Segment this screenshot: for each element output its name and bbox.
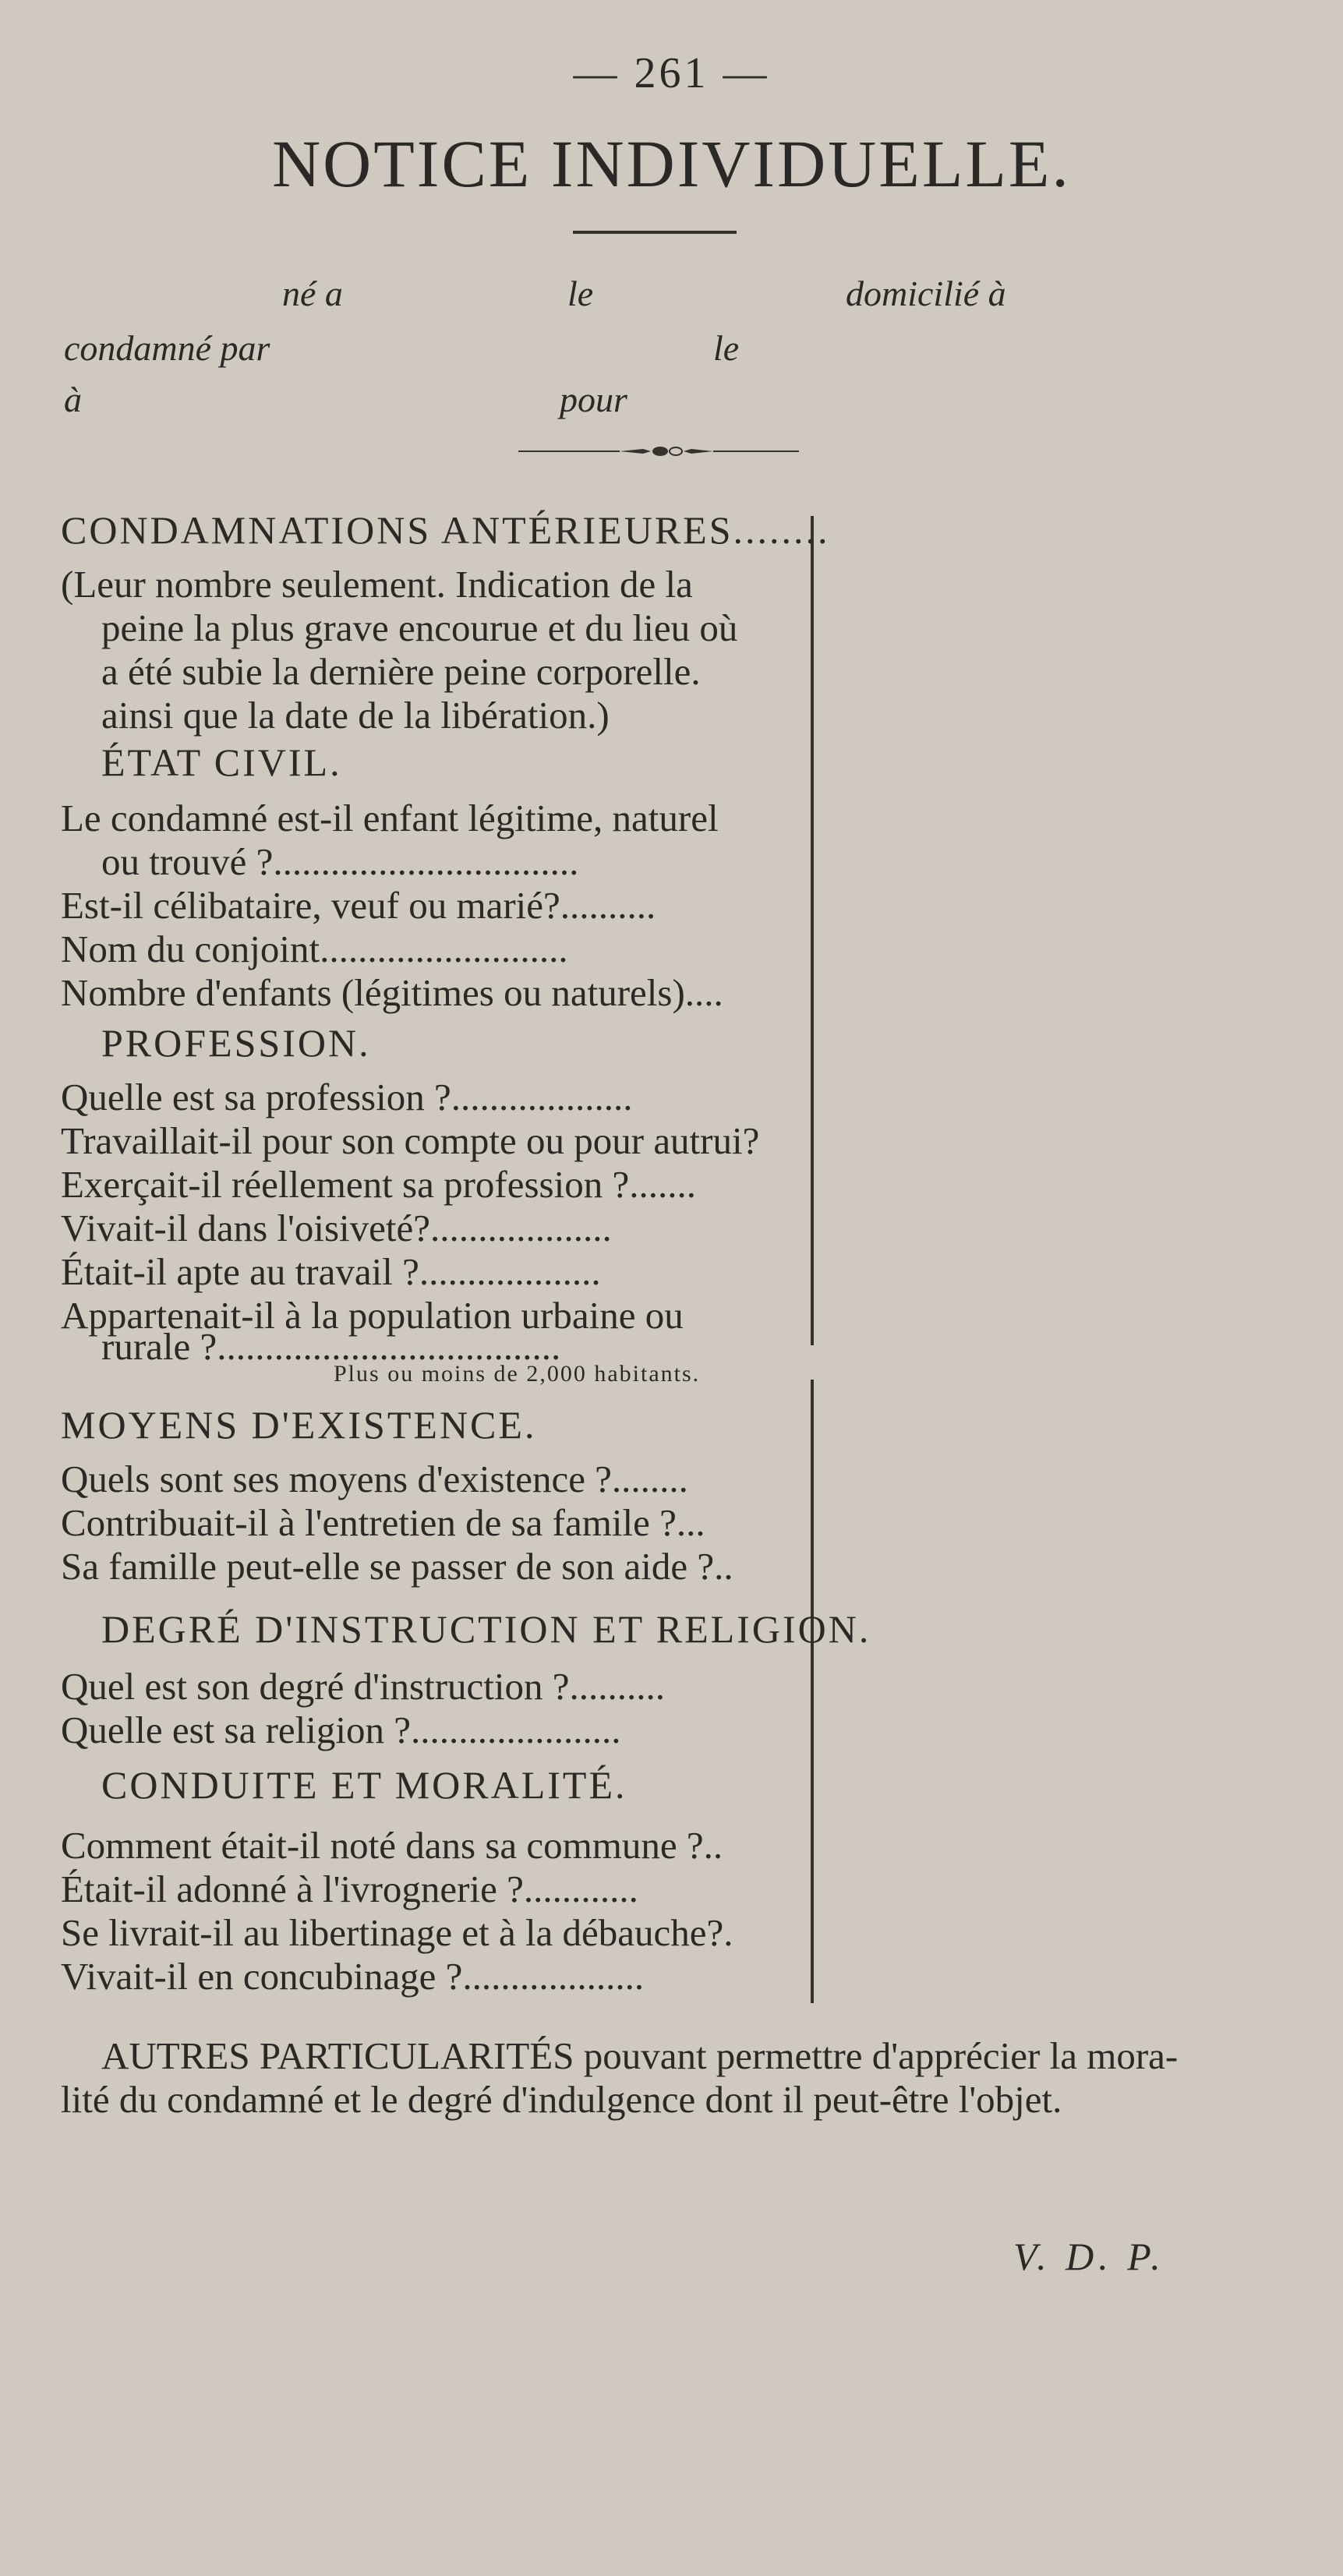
conduite-line-3: Se livrait-il au libertinage et à la débauche?. [61,1911,733,1954]
profession-line-6: Appartenait-il à la population urbaine ou [61,1294,684,1337]
profession-footnote: Plus ou moins de 2,000 habitants. [334,1361,701,1387]
heading-condamnations: CONDAMNATIONS ANTÉRIEURES........ [61,508,830,552]
conduite-line-4: Vivait-il en concubinage ?................... [61,1955,645,1998]
instruction-line-2: Quelle est sa religion ?...................... [61,1708,621,1751]
profession-line-7: rurale ?.................................... [101,1325,561,1368]
condamnations-note-4: ainsi que la date de la libération.) [101,694,610,737]
conduite-line-1: Comment était-il noté dans sa commune ?.. [61,1824,723,1867]
etat-civil-line-2: ou trouvé ?................................ [101,840,579,883]
signature-initials: V. D. P. [1013,2235,1165,2278]
heading-moyens: MOYENS D'EXISTENCE. [61,1403,537,1447]
condamnations-note-1: (Leur nombre seulement. Indication de la [61,563,693,606]
page-number: — 261 — [573,49,770,97]
title-rule [573,231,737,234]
profession-line-2: Travaillait-il pour son compte ou pour autrui? [61,1119,760,1162]
instruction-line-1: Quel est son degré d'instruction ?.......... [61,1665,665,1708]
ornament-divider [518,446,799,457]
field-domicilie: domicilié à [846,274,1006,313]
conduite-line-2: Était-il adonné à l'ivrognerie ?............ [61,1868,638,1910]
field-a: à [64,380,82,419]
profession-line-3: Exerçait-il réellement sa profession ?....... [61,1163,696,1206]
heading-instruction: DEGRÉ D'INSTRUCTION ET RELIGION. [101,1607,871,1651]
autres-line-1: AUTRES PARTICULARITÉS pouvant permettre d'apprécier la mora- [101,2034,1179,2077]
field-pour: pour [560,380,627,419]
field-le: le [567,274,594,313]
etat-civil-line-1: Le condamné est-il enfant légitime, naturel [61,797,719,839]
heading-profession: PROFESSION. [101,1021,371,1065]
right-rule-upper [811,516,814,1345]
profession-line-4: Vivait-il dans l'oisiveté?................... [61,1207,612,1249]
profession-line-5: Était-il apte au travail ?................... [61,1250,601,1293]
condamnations-note-3: a été subie la dernière peine corporelle. [101,650,701,693]
etat-civil-line-4: Nom du conjoint.......................... [61,928,568,970]
autres-line-2: lité du condamné et le degré d'indulgence dont il peut-être l'objet. [61,2078,1062,2121]
heading-conduite: CONDUITE ET MORALITÉ. [101,1763,627,1807]
moyens-line-3: Sa famille peut-elle se passer de son aide ?.. [61,1545,733,1588]
condamnations-note-2: peine la plus grave encourue et du lieu où [101,606,738,649]
field-ne-a: né a [282,274,343,313]
etat-civil-line-5: Nombre d'enfants (légitimes ou naturels).... [61,971,723,1014]
profession-line-1: Quelle est sa profession ?................... [61,1076,633,1118]
moyens-line-1: Quels sont ses moyens d'existence ?........ [61,1458,688,1500]
autres-particularites [61,2034,1246,2122]
field-le-2: le [713,328,740,368]
heading-etat-civil: ÉTAT CIVIL. [101,740,342,784]
etat-civil-line-3: Est-il célibataire, veuf ou marié?.......... [61,884,656,927]
right-rule-lower [811,1380,814,2003]
moyens-line-2: Contribuait-il à l'entretien de sa famile ?... [61,1501,705,1544]
field-condamne-par: condamné par [64,328,270,368]
page-title: NOTICE INDIVIDUELLE. [272,126,1071,201]
